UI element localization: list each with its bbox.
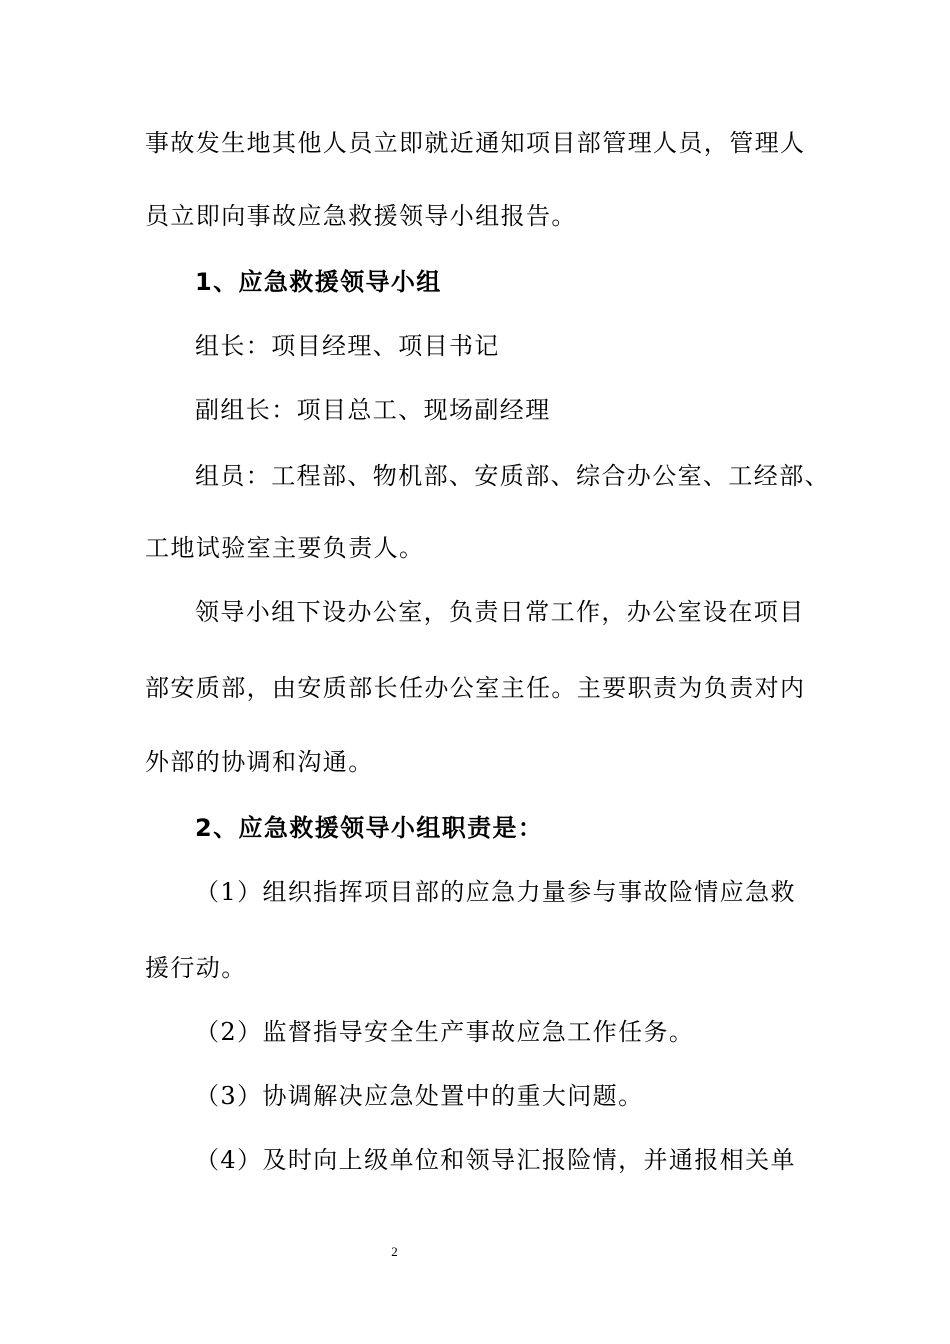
paragraph-line: 员立即向事故应急救援领导小组报告。 — [145, 202, 577, 230]
paragraph-line: 组长：项目经理、项目书记 — [195, 332, 500, 360]
paragraph-line: 援行动。 — [145, 954, 247, 982]
paragraph-line: 工地试验室主要负责人。 — [145, 534, 425, 562]
paragraph-line: 部安质部，由安质部长任办公室主任。主要职责为负责对内 — [145, 674, 806, 702]
paragraph-line: 副组长：项目总工、现场副经理 — [195, 396, 551, 424]
list-item: （2）监督指导安全生产事故应急工作任务。 — [195, 1018, 695, 1046]
paragraph-line: 事故发生地其他人员立即就近通知项目部管理人员，管理人 — [145, 129, 806, 157]
paragraph-line: 领导小组下设办公室，负责日常工作，办公室设在项目 — [195, 598, 805, 626]
paragraph-line: 外部的协调和沟通。 — [145, 748, 374, 776]
paragraph-line: 组员：工程部、物机部、安质部、综合办公室、工经部、 — [195, 462, 830, 490]
list-item: （1）组织指挥项目部的应急力量参与事故险情应急救 — [195, 878, 796, 906]
page-number: 2 — [391, 1244, 398, 1259]
list-item: （3）协调解决应急处置中的重大问题。 — [195, 1082, 644, 1110]
list-item: （4）及时向上级单位和领导汇报险情，并通报相关单 — [195, 1146, 796, 1174]
section-heading: 2、应急救援领导小组职责是： — [195, 814, 544, 842]
section-heading: 1、应急救援领导小组 — [195, 268, 442, 296]
